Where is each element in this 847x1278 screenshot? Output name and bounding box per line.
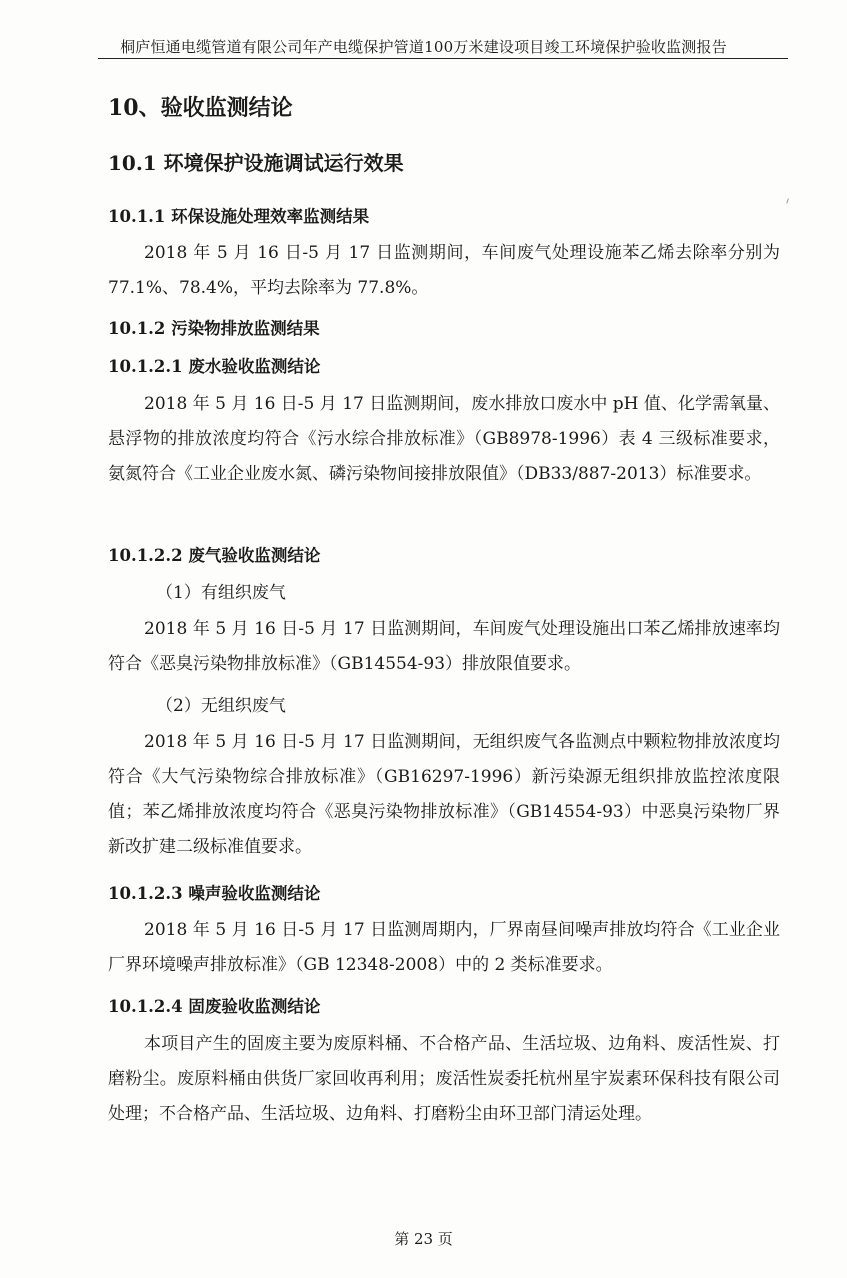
chapter-title: 10、验收监测结论 [108, 95, 293, 121]
scan-speck [786, 198, 791, 204]
page-number: 第 23 页 [394, 1230, 453, 1248]
page-header: 桐庐恒通电缆管道有限公司年产电缆保护管道100万米建设项目竣工环境保护验收监测报告 [120, 38, 727, 56]
section-10-1-2-2-heading: 10.1.2.2 废气验收监测结论 [108, 546, 321, 565]
section-10-1-1-text: 2018 年 5 月 16 日-5 月 17 日监测期间，车间废气处理设施苯乙烯去除率分别为 77.1%、78.4%，平均去除率为 77.8%。 [108, 243, 780, 298]
unorganized-exhaust-label: （2）无组织废气 [156, 696, 286, 716]
section-10-1-2-4-heading: 10.1.2.4 固废验收监测结论 [108, 997, 321, 1016]
section-10-1-heading: 10.1 环境保护设施调试运行效果 [108, 151, 404, 175]
organized-exhaust-label: （1）有组织废气 [156, 583, 286, 603]
organized-exhaust-text: 2018 年 5 月 16 日-5 月 17 日监测期间，车间废气处理设施出口苯乙烯排放速率均符合《恶臭污染物排放标准》（GB14554-93）排放限值要求。 [108, 619, 780, 674]
section-10-1-2-heading: 10.1.2 污染物排放监测结果 [108, 319, 320, 338]
section-10-1-1-heading: 10.1.1 环保设施处理效率监测结果 [108, 207, 370, 226]
section-10-1-2-1-heading: 10.1.2.1 废水验收监测结论 [108, 357, 321, 376]
section-10-1-2-1-text: 2018 年 5 月 16 日-5 月 17 日监测期间，废水排放口废水中 pH 值、化学需氧量、悬浮物的排放浓度均符合《污水综合排放标准》（GB8978-1996）表 4 三级标准要求，氨氮符合《工业企业废水氮、磷污染物间接排放限值》（DB33/887-2013）标准要求。 [108, 394, 780, 484]
section-10-1-2-3-heading: 10.1.2.3 噪声验收监测结论 [108, 884, 321, 903]
header-rule [98, 58, 788, 59]
section-10-1-2-4-text: 本项目产生的固废主要为废原料桶、不合格产品、生活垃圾、边角料、废活性炭、打磨粉尘。废原料桶由供货厂家回收再利用；废活性炭委托杭州星宇炭素环保科技有限公司处理；不合格产品、生活垃圾、边角料、打磨粉尘由环卫部门清运处理。 [108, 1034, 780, 1124]
section-10-1-2-3-text: 2018 年 5 月 16 日-5 月 17 日监测周期内，厂界南昼间噪声排放均符合《工业企业厂界环境噪声排放标准》（GB 12348-2008）中的 2 类标准要求。 [108, 920, 780, 975]
unorganized-exhaust-text: 2018 年 5 月 16 日-5 月 17 日监测期间，无组织废气各监测点中颗粒物排放浓度均符合《大气污染物综合排放标准》（GB16297-1996）新污染源无组织排放监控浓度限值；苯乙烯排放浓度均符合《恶臭污染物排放标准》（GB14554-93）中恶臭污染物厂界新改扩建二级标准值要求。 [108, 732, 780, 857]
